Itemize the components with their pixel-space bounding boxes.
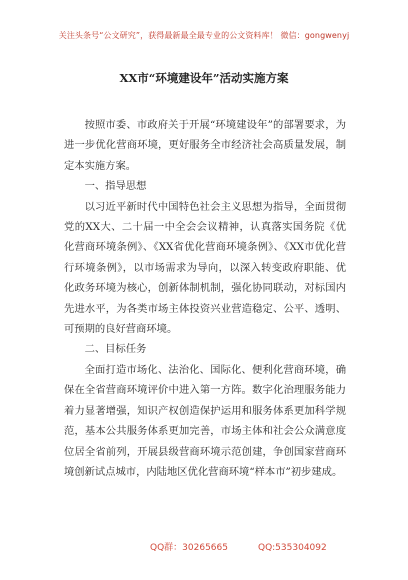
qq-group-number: QQ群：30265665 [150, 543, 228, 553]
footer-contact [150, 540, 327, 553]
guiding-ideology-paragraph: 以习近平新时代中国特色社会主义思想为指导，全面贯彻党的XX大、二十届一中全会会议精神，认真落实国务院《优化营商环境条例》、《XX省优化营商环境条例》、《XX市优化营行环境条例》，以市场需求为导向，以深入转变政府职能、优化政务环境为核心，创新体制机制，强化协同联动，对标国内先进水平，为各类市场主体投资兴业营造稳定、公平、透明、可预期的良好营商环境。 [64, 200, 346, 336]
header-banner: 关注头条号“公文研究”，获得最新最全最专业的公文资料库！ 微信：gongwenyj [58, 31, 350, 40]
section-heading-goals-tasks: 二、目标任务 [84, 343, 147, 356]
document-title: XX市“环境建设年”活动实施方案 [119, 71, 289, 85]
document-body [64, 115, 346, 482]
intro-paragraph: 按照市委、市政府关于开展“环境建设年”的部署要求，为进一步优化营商环境，更好服务全市经济社会高质量发展，制定本实施方案。 [64, 119, 346, 172]
goals-tasks-paragraph: 全面打造市场化、法治化、国际化、便利化营商环境，确保在全省营商环境评价中进入第一方阵。数字化治理服务能力着力显著增强，知识产权创造保护运用和服务体系更加科学规范，基本公共服务体系更加完善，市场主体和社会公众满意度位居全省前列，开展县级营商环境示范创建，争创国家营商环境创新试点城市，内陆地区优化营商环境“样本市”初步建成。 [64, 363, 346, 478]
qq-number: QQ:535304092 [257, 543, 327, 553]
section-heading-guiding-ideology: 一、指导思想 [84, 180, 147, 193]
